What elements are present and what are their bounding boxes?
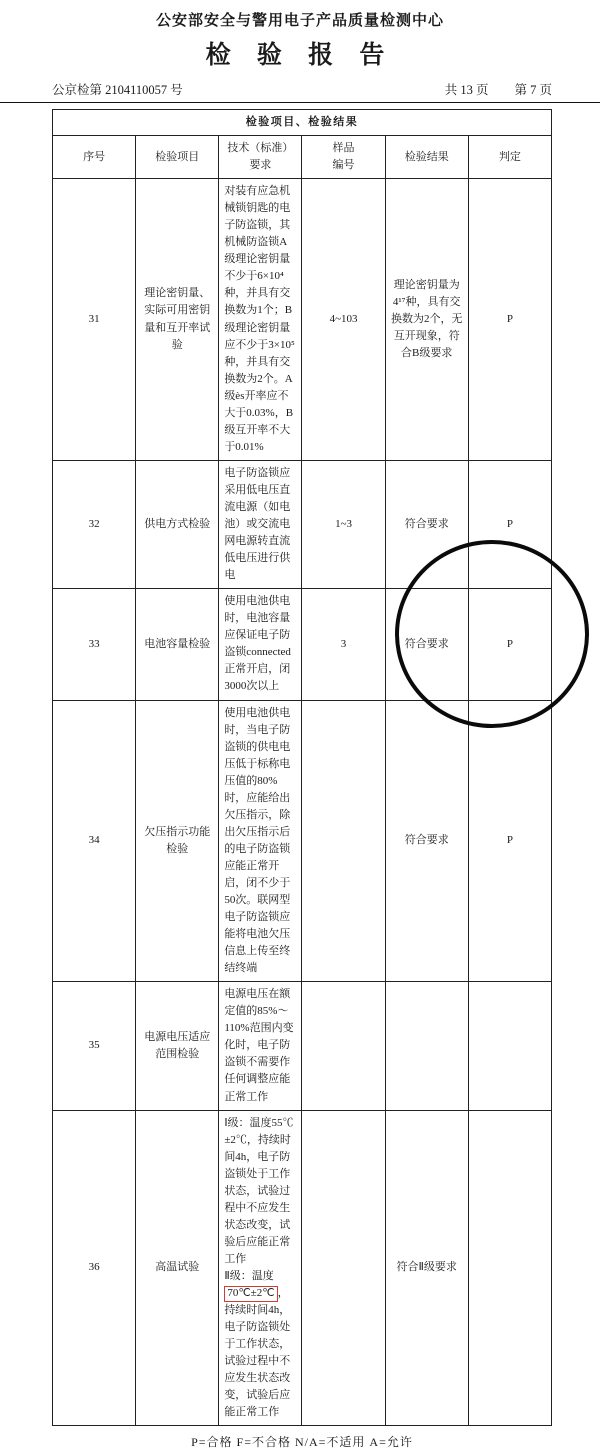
table-banner-label: 检验项目、检验结果 — [53, 110, 552, 136]
column-header-requirement: 技术（标准）要求 — [219, 136, 302, 179]
row-sample — [302, 700, 385, 982]
row-sample: 1~3 — [302, 460, 385, 588]
report-meta — [0, 71, 600, 103]
table-row — [53, 1110, 552, 1426]
row-requirement: 电源电压在额定值的85%～110%范围内变化时，电子防盗锁不需要作任何调整应能正常工作 — [219, 982, 302, 1110]
table-row — [53, 982, 552, 1110]
row-result: 符合Ⅱ级要求 — [385, 1110, 468, 1426]
column-header-item: 检验项目 — [136, 136, 219, 179]
column-header-sample-line1: 样品 — [332, 142, 355, 155]
legend-footnote: P=合格 F=不合格 N/A=不适用 A=允许 — [191, 1435, 413, 1450]
row-item: 高温试验 — [136, 1110, 219, 1426]
row-verdict — [468, 982, 551, 1110]
table-row — [53, 700, 552, 982]
report-number: 公京检第 2104110057 号 — [52, 83, 183, 97]
row-sample: 4~103 — [302, 179, 385, 461]
row-no: 32 — [53, 460, 136, 588]
requirement-level-2 — [224, 1268, 296, 1421]
row-no: 35 — [53, 982, 136, 1110]
table-header-row — [53, 136, 552, 179]
row-verdict: P — [468, 589, 551, 700]
row-verdict — [468, 1110, 551, 1426]
page-number: 第 7 页 — [514, 83, 552, 97]
row-requirement: 电子防盗锁应采用低电压直流电源（如电池）或交流电网电源转直流低电压进行供电 — [219, 460, 302, 588]
column-header-sample — [302, 136, 385, 179]
row-no: 33 — [53, 589, 136, 700]
row-sample: 3 — [302, 589, 385, 700]
row-requirement — [219, 1110, 302, 1426]
column-header-result: 检验结果 — [385, 136, 468, 179]
row-sample — [302, 982, 385, 1110]
row-item: 电源电压适应范围检验 — [136, 982, 219, 1110]
column-header-sample-line2: 编号 — [332, 159, 355, 172]
row-result: 理论密钥量为4¹⁷种，具有交换数为2个，无互开现象，符合B级要求 — [385, 179, 468, 461]
table-banner — [53, 110, 552, 136]
inspection-table — [52, 109, 552, 1426]
requirement-level-2-suffix: ，持续时间4h，电子防盗锁处于工作状态，试验过程中不应发生状态改变，试验后应能正常工作 — [224, 1287, 291, 1419]
row-requirement: 使用电池供电时，当电子防盗锁的供电电压低于标称电压值的80%时，应能给出欠压指示，除出欠压指示后的电子防盗锁应能正常开启，闭不少于50次。联网型电子防盗锁应能将电池欠压信息上传至终结终端 — [219, 700, 302, 982]
document-title: 检 验 报 告 — [205, 42, 395, 69]
row-item: 理论密钥量、实际可用密钥量和互开率试验 — [136, 179, 219, 461]
requirement-level-2-prefix: Ⅱ级：温度 — [224, 1270, 274, 1282]
table-row — [53, 179, 552, 461]
row-item: 欠压指示功能检验 — [136, 700, 219, 982]
row-no: 36 — [53, 1110, 136, 1426]
temperature-highlight: 70℃±2℃ — [224, 1286, 277, 1302]
table-row — [53, 589, 552, 700]
organization-title: 公安部安全与警用电子产品质量检测中心 — [155, 13, 444, 29]
requirement-level-1: Ⅰ级：温度55℃±2℃，持续时间4h，电子防盗锁处于工作状态，试验过程中不应发生状态改变，试验后应能正常工作 — [224, 1116, 294, 1265]
row-requirement: 使用电池供电时，电池容量应保证电子防盗锁connected正常开启，闭3000次以上 — [219, 589, 302, 700]
row-no: 31 — [53, 179, 136, 461]
row-verdict: P — [468, 700, 551, 982]
row-result: 符合要求 — [385, 460, 468, 588]
row-no: 34 — [53, 700, 136, 982]
row-sample — [302, 1110, 385, 1426]
row-item: 电池容量检验 — [136, 589, 219, 700]
total-pages: 共 13 页 — [444, 83, 489, 97]
column-header-verdict: 判定 — [468, 136, 551, 179]
row-requirement: 对装有应急机械锁钥匙的电子防盗锁，其机械防盗锁A级理论密钥量不少于6×10⁴种，并具有交换数为1个；B级理论密钥量应不少于3×10⁵种，并具有交换数为2个。A级ès开率应不大于0.03%，B级互开率不大于0.01% — [219, 179, 302, 461]
row-result: 符合要求 — [385, 589, 468, 700]
row-item: 供电方式检验 — [136, 460, 219, 588]
row-result: 符合要求 — [385, 700, 468, 982]
row-result — [385, 982, 468, 1110]
row-verdict: P — [468, 179, 551, 461]
column-header-no: 序号 — [53, 136, 136, 179]
row-verdict: P — [468, 460, 551, 588]
table-row — [53, 460, 552, 588]
